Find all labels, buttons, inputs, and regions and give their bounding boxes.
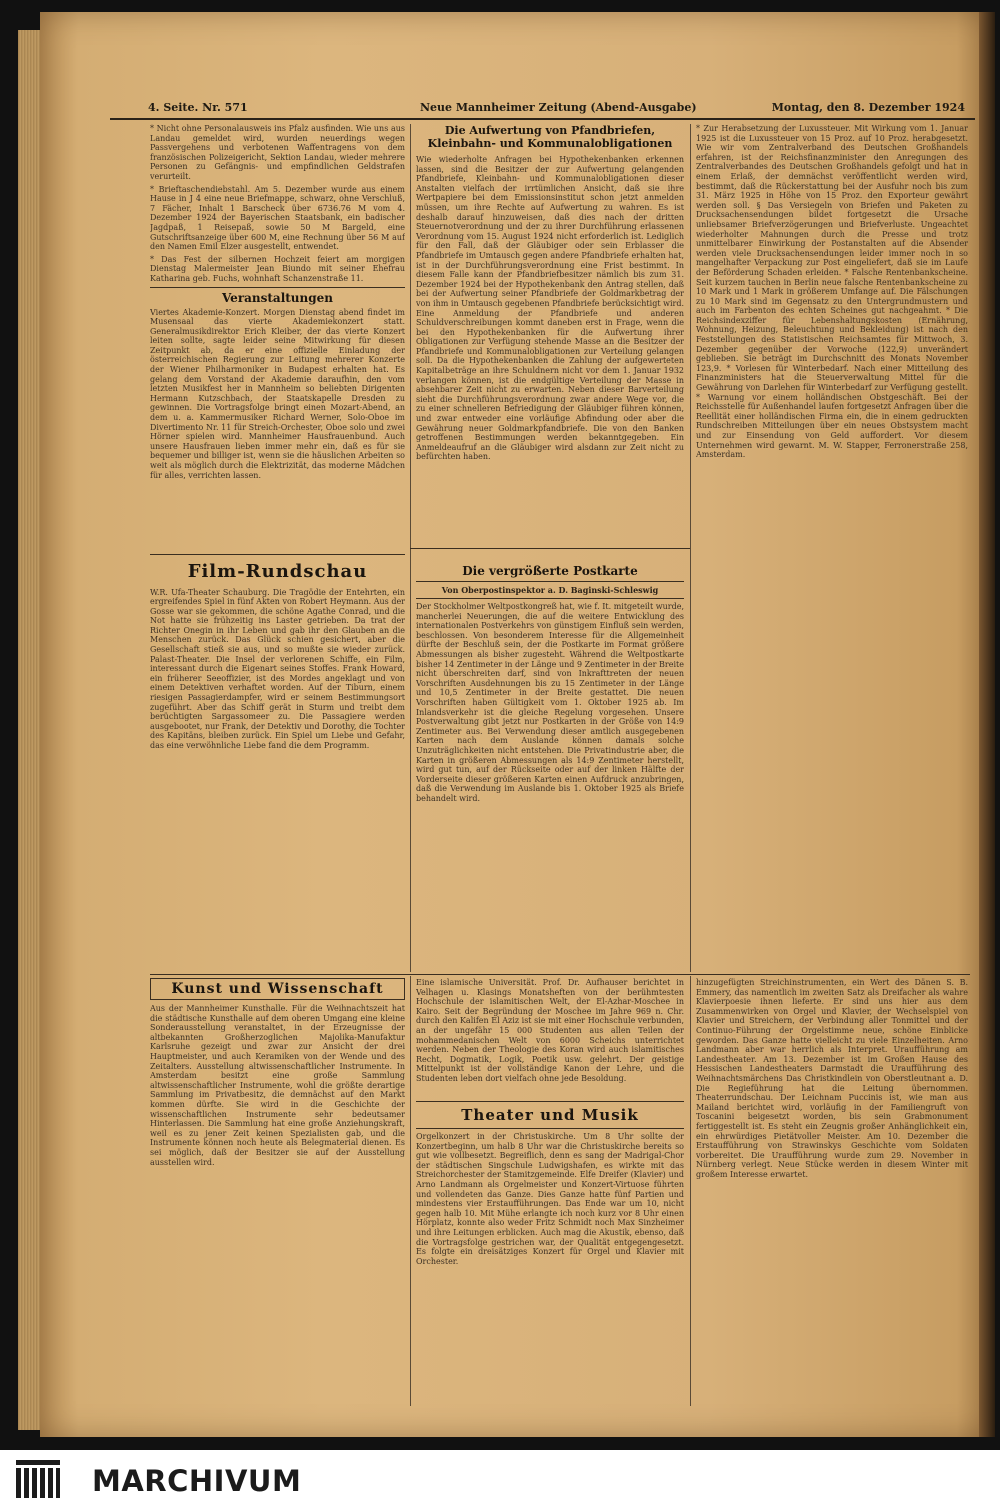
- islam-university-text: Eine islamische Universität. Prof. Dr. Aufhauser berichtet in Velhagen u. Klasings Monatsheften von der berühmtesten Hochschule der islamitischen Welt, der El-Azhar-Moschee in Kairo. Seit der Begründung der Moschee im Jahre 969 n. Chr. durch den Kalifen El Aziz ist sie mit einer Hochschule verbunden, an der ungefähr 15 000 Studenten aus allen Teilen der mohammedanischen Welt von 6000 Scheichs unterrichtet werden. Neben der Theologie des Koran wird auch islamitisches Recht, Dogmatik, Logik, Poetik usw. gelehrt. Der geistige Mittelpunkt ist der vollständige Kanon der Lehre, und die Studenten leben dort vielfach ohne jede Besoldung.: [416, 978, 684, 1083]
- running-header: [110, 98, 975, 120]
- news-item-theft: * Brieftaschendiebstahl. Am 5. Dezember wurde aus einem Hause in J 4 eine neue Briefmappe, schwarz, ohne Verschluß, 7 Fächer, Inhalt 1 Barscheck über 6736.76 M vom 4. Dezember 1924 der Bayerischen Staatsbank, ein badischer Jagdpaß, 1 Reisepaß, sowie 50 M Bargeld, eine Gutschriftsanzeige über 600 M, eine Rechnung über 56 M auf den Namen Emil Elzer ausgestellt, entwendet.: [150, 184, 405, 252]
- theater-text: Orgelkonzert in der Christuskirche. Um 8 Uhr sollte der Konzertbeginn, um halb 8 Uhr war die Christuskirche bereits so gut wie vollbesetzt. Begreiflich, denn es sang der Madrigal-Chor der städtischen Singschule Ludwigshafen, es wirkte mit das Streichorchester der Stamitzgemeinde. Elfe Dreifer (Klavier) und Arno Landmann als Orgelmeister und Konzert-Virtuose führten und vollendeten das Ganze. Dies Ganze hatte fünf Partien und mindestens vier Erstaufführungen. Das Ende war um 10, nicht gegen halb 10. Mit Mühe erlangte ich noch kurz vor 8 Uhr einen Hörplatz, konnte also weder Fritz Schmidt noch Max Sinzheimer und ihre Leitungen erblicken. Auch mag die Akustik, ebenso, daß die Vortragsfolge gestrichen war, der Qualität entgegengesetzt. Es folgte ein dreisätziges Konzert für Orgel und Klavier mit Orchester.: [416, 1132, 684, 1266]
- column-divider: [410, 976, 411, 1406]
- marchivum-logo-icon: [14, 1458, 62, 1500]
- postkarte-author: Von Oberpostinspektor a. D. Baginski-Schleswig: [441, 585, 659, 595]
- postkarte-text: Der Stockholmer Weltpostkongreß hat, wie f. It. mitgeteilt wurde, mancherlei Neuerungen, die auf die weitere Entwicklung des internationalen Postverkehrs von günstigem Einfluß sein werden, beschlossen. Von besonderem Interesse für die Allgemeinheit dürfte der Beschluß sein, der die Postkarte im Format größere Abmessungen als bisher zugesteht. Während die Weltpostkarte bisher 14 Zentimeter in der Länge und 9 Zentimeter in der Breite nicht überschreiten darf, sind von Inkrafttreten der neuen Vorschriften Ausdehnungen bis zu 15 Zentimeter in der Länge und 10,5 Zentimeter in der Breite gestattet. Die neuen Vorschriften haben Gültigkeit vom 1. Oktober 1925 ab. Im Inlandsverkehr ist die gleiche Regelung vorgesehen. Unsere Postverwaltung gibt jetzt nur Postkarten in der Größe von 14:9 Zentimeter aus. Bei Verwendung dieser amtlich ausgegebenen Karten nach dem Auslande können damals solche Unzuträglichkeiten nicht entstehen. Die Privatindustrie aber, die Karten in größeren Abmessungen als 14:9 Zentimeter herstellt, wird gut tun, auf der Rückseite oder auf der linken Hälfte der Vorderseite dieser größeren Karten einen Aufdruck anzubringen, daß die Verwendung im Auslande bis 1. Oktober 1925 als Briefe behandelt wird.: [416, 602, 684, 803]
- article-title-postkarte: Die vergrößerte Postkarte: [462, 564, 638, 578]
- kunst-text: Aus der Mannheimer Kunsthalle. Für die Weihnachtszeit hat die städtische Kunsthalle auf dem oberen Umgang eine kleine Sonderausstellung veranstaltet, in der Erzeugnisse der altbekannten Großherzoglichen Majolika-Manufaktur Karlsruhe gezeigt und zwar zur Ansicht der drei Hauptmeister, und auch Keramiken von der Wende und des Zeitalters. Ausstellung altwissenschaftlicher Instrumente. In Amsterdam besitzt eine große Sammlung altwissenschaftlicher Instrumente, wohl die größte derartige Sammlung im Privatbesitz, die demnächst auf den Markt kommen dürfte. Sie wird in die Geschichte der wissenschaftlichen Instrumente sehr bedeutsamer Hinterlassen. Die Sammlung hat eine große Anziehungskraft, weil es zu jener Zeit keinen Spezialisten gab, und die Instrumente können noch heute als Belegmaterial dienen. Es sei möglich, daß der Besitzer sie auf der Ausstellung ausstellen wird.: [150, 1004, 405, 1167]
- page-number: 4. Seite. Nr. 571: [148, 101, 248, 114]
- book-binding: [979, 12, 995, 1437]
- section-heading-film: Film-Rundschau: [187, 560, 368, 582]
- bottom-middle: [416, 978, 684, 1406]
- column-divider: [690, 976, 691, 1406]
- section-heading-theater: Theater und Musik: [461, 1106, 639, 1124]
- bottom-right: [696, 978, 968, 1406]
- column-3: [696, 124, 968, 970]
- issue-date: Montag, den 8. Dezember 1924: [771, 101, 965, 114]
- film-text: W.R. Ufa-Theater Schauburg. Die Tragödie der Entehrten, ein ergreifendes Spiel in fünf Akten von Robert Heymann. Aus der Gosse war sie gekommen, die schöne Agathe Conrad, und die Not hatte sie frühzeitig ins Laster getrieben. Da trat der Richter Onegin in ihr Leben und gab ihr den Glauben an die Menschen zurück. Das Glück schien gesichert, aber die Gesellschaft stieß sie aus, und so mußte sie wieder zurück. Palast-Theater. Die Insel der verlorenen Schiffe, ein Film, interessant durch die Eigenart seines Stoffes. Frank Howard, ein früherer Seeoffizier, ist des Mordes angeklagt und von einem Detektiven verhaftet worden. Auf der Tiburn, einem riesigen Passagierdampfer, wird er seinem Bestimmungsort zugeführt. Aber das Schiff gerät in Sturm und treibt dem berüchtigten Sargassomeer zu. Die Passagiere werden ausgebootet, nur Frank, der Detektiv und Dorothy, die Tochter des Kapitäns, bleiben zurück. Ein Spiel um Liebe und Gefahr, das eine verwöhnliche Liebe fand die dem Programm.: [150, 587, 405, 750]
- column-divider: [690, 124, 691, 972]
- column-3-text: * Zur Herabsetzung der Luxussteuer. Mit Wirkung vom 1. Januar 1925 ist die Luxussteuer von 15 Proz. auf 10 Proz. herabgesetzt. Wie wir vom Zentralverband des Deutschen Großhandels erfahren, ist der Reichsfinanzminister den Anregungen des Zentralverbandes des Deutschen Großhandels gefolgt und hat in einem Erlaß, der demnächst veröffentlicht werden wird, bestimmt, daß die Rückerstattung bei der Ausfuhr noch bis zum 31. März 1925 in Höhe von 15 Proz. den Exporteur gewährt werden soll. § Das Versiegeln von Briefen und Paketen zu Drucksachensendungen bildet fortgesetzt die Ursache unliebsamer Briefverzögerungen und Briefverluste. Ungeachtet wiederholter Mahnungen durch die Presse und trotz unmittelbarer Einwirkung der Postanstalten auf die Absender werden viele Drucksachensendungen leider immer noch in so mangelhafter Verpackung zur Post eingeliefert, daß sie im Laufe der Beförderung Schaden erleiden. * Falsche Rentenbankscheine. Seit kurzem tauchen in Berlin neue falsche Rentenbankscheine zu 10 Mark und 1 Mark in größerem Umfange auf. Die Fälschungen zu 10 Mark sind im Gegensatz zu den Untergrundmustern und auch im Farbenton des echten Scheines gut nachgeahmt. * Die Reichsindexziffer für Lebenshaltungskosten (Ernährung, Wohnung, Heizung, Beleuchtung und Bekleidung) ist nach den Feststellungen des Statistischen Reichsamtes für Mittwoch, 3. Dezember gegenüber der Vorwoche (122,9) unverändert geblieben. Sie beträgt im Durchschnitt des Monats November 123,9. * Vorlesen für Winterbedarf. Nach einer Mitteilung des Finanzministers hat die Steuerverwaltung Mittel für die Gewährung von Darlehen für Winterbedarf zur Verfügung gestellt. * Warnung vor einem holländischen Obstgeschäft. Bei der Reichsstelle für Außenhandel laufen fortgesetzt Anfragen über die Reellität einer holländischen Firma ein, die in einem gedruckten Rundschreiben Mitteilungen über ein neues Obstsystem macht und zur Einsendung von Geld auffordert. Vor diesem Unternehmen wird gewarnt. M. W. Stapper, Ferronerstraße 258, Amsterdam.: [696, 124, 968, 460]
- section-heading-kunst: Kunst und Wissenschaft: [150, 978, 405, 1000]
- article-title-aufwertung: Die Aufwertung von Pfandbriefen, Kleinbahn- und Kommunalobligationen: [427, 124, 673, 150]
- section-rule: [150, 974, 970, 975]
- veranstaltungen-text: Viertes Akademie-Konzert. Morgen Dienstag abend findet im Musensaal das vierte Akademiekonzert statt. Generalmusikdirektor Erich Kleiber, der das vierte Konzert leiten sollte, sagte leider seine Mitwirkung für diesen Zeitpunkt ab, da er eine offizielle Einladung der österreichischen Regierung zur Leitung mehrerer Konzerte der Wiener Philharmoniker in Budapest erhalten hat. Es gelang dem Vorstand der Akademie daraufhin, den vom letzten Musikfest her in Mannheim so beliebten Dirigenten Hermann Kutzschbach, der Staatskapelle Dresden zu gewinnen. Die Vortragsfolge bringt einen Mozart-Abend, an dem u. a. Kammermusiker Richard Werner, Solo-Oboe im Divertimento Nr. 11 für Streich-Orchester, Oboe solo und zwei Hörner spielen wird. Mannheimer Hausfrauenbund. Auch unsere Hausfrauen lieben immer mehr ein, daß es für sie bequemer und billiger ist, wenn sie die häuslichen Arbeiten so weit als möglich durch die Elektrizität, das moderne Mädchen für alles, verrichten lassen.: [150, 307, 405, 480]
- news-item-wedding: * Das Fest der silbernen Hochzeit feiert am morgigen Dienstag Malermeister Jean Biundo mit seiner Ehefrau Katharina geb. Fuchs, wohnhaft Schanzenstraße 11.: [150, 254, 405, 283]
- news-item-passport: * Nicht ohne Personalausweis ins Pfalz ausfinden. Wie uns aus Landau gemeldet wird, wurden neuerdings wegen Passvergehens und verbotenen Waffentragens von dem französischen Polizeigericht, Sektion Landau, wieder mehrere Personen zu Gefängnis- und empfindlichen Geldstrafen verurteilt.: [150, 124, 405, 181]
- bottom-right-text: hinzugefügten Streichinstrumenten, ein Wert des Dänen S. B. Emmery, das namentlich im zweiten Satz als Dreifacher als wahre Klavierpoesie ihnen lieferte. Er sind uns hier aus dem Zusammenwirken von Orgel und Klavier, der Wechselspiel von Klavier und Streichern, der Verbindung aller Tonmittel und der Continuo-Führung der Orgelstimme neue, schöne Einblicke geworden. Das Ganze hatte vielleicht zu viele Einzelheiten. Arno Landmann aber war herrlich als Interpret. Uraufführung am Landestheater. Am 13. Dezember ist im Großen Hause des Hessischen Landestheaters Darmstadt die Uraufführung des Weihnachtsmärchens Das Christkindlein von Oberstleutnant a. D. Die Regieführung hat die Leitung übernommen. Theaterrundschau. Der Leichnam Puccinis ist, wie man aus Mailand berichtet wird, vorläufig in der Familiengruft von Toscanini beigesetzt worden, bis sein Grabmonument fertiggestellt ist. Es steht ein Zeugnis großer Anhänglichkeit ein, ein ehrwürdiges Pietätvoller Meister. Am 10. Dezember die Erstaufführung von Strawinskys Geschichte vom Soldaten vorbereitet. Die Uraufführung wurde zum 29. November in Nürnberg verlegt. Neue Stücke werden in diesem Winter mit großem Interesse erwartet.: [696, 978, 968, 1179]
- newspaper-title: Neue Mannheimer Zeitung (Abend-Ausgabe): [420, 101, 697, 114]
- column-2: [416, 124, 684, 970]
- column-1: [150, 124, 405, 970]
- archive-footer: [0, 1450, 1000, 1506]
- aufwertung-text: Wie wiederholte Anfragen bei Hypothekenbanken erkennen lassen, sind die Besitzer der zur Aufwertung gelangenden Pfandbriefe, Kleinbahn- und Kommunalobligationen dieser Anstalten vielfach der irrtümlichen Ansicht, daß sie ihre Wertpapiere bei dem Emissionsinstitut schon jetzt anmelden müssen, um ihre Rechte auf Aufwertung zu wahren. Es ist deshalb darauf hinzuweisen, daß dies nach der dritten Steuernotverordnung und der zu ihrer Durchführung erlassenen Verordnung vom 15. August 1924 nicht erforderlich ist. Lediglich für den Fall, daß der Gläubiger oder sein Erblasser die Pfandbriefe im Umtausch gegen andere Pfandbriefe erhalten hat, ist in der Durchführungsverordnung eine Frist bestimmt. In diesem Falle kann der Pfandbriefbesitzer nämlich bis zum 31. Dezember 1924 bei der Hypothekenbank den Antrag stellen, daß bei der Aufwertung seiner Pfandbriefe der Goldmarkbetrag der von ihm in Umtausch gegebenen Pfandbriefe berücksichtigt wird. Eine Anmeldung der Pfandbriefe und anderen Schuldverschreibungen kommt daneben erst in Frage, wenn die bei den Hypothekenbanken für die Aufwertung ihrer Obligationen zur Verfügung stehende Masse an die Besitzer der Pfandbriefe und Kommunalobligationen zur Verteilung gelangen soll. Da die Hypothekenbanken die Zahlung der aufgewerteten Kapitalbeträge an ihre Schuldnern nicht vor dem 1. Januar 1932 verlangen können, ist die endgültige Verteilung der Masse in absehbarer Zeit nicht zu erwarten. Neben dieser Barverteilung sieht die Durchführungsverordnung zwar andere Wege vor, die zu einer schnelleren Befriedigung der Gläubiger führen können, und zwar entweder eine vorläufige Abfindung oder aber die Gewährung neuer Goldmarkpfandbriefe. Die von den Banken getroffenen Bestimmungen werden bekanntgegeben. Ein Anmeldeaufruf an die Gläubiger wird alsdann zur Zeit nicht zu befürchten haben.: [416, 155, 684, 462]
- marchivum-logo-text: MARCHIVUM: [92, 1464, 302, 1498]
- bottom-left: [150, 978, 405, 1406]
- section-heading-veranstaltungen: Veranstaltungen: [221, 290, 334, 305]
